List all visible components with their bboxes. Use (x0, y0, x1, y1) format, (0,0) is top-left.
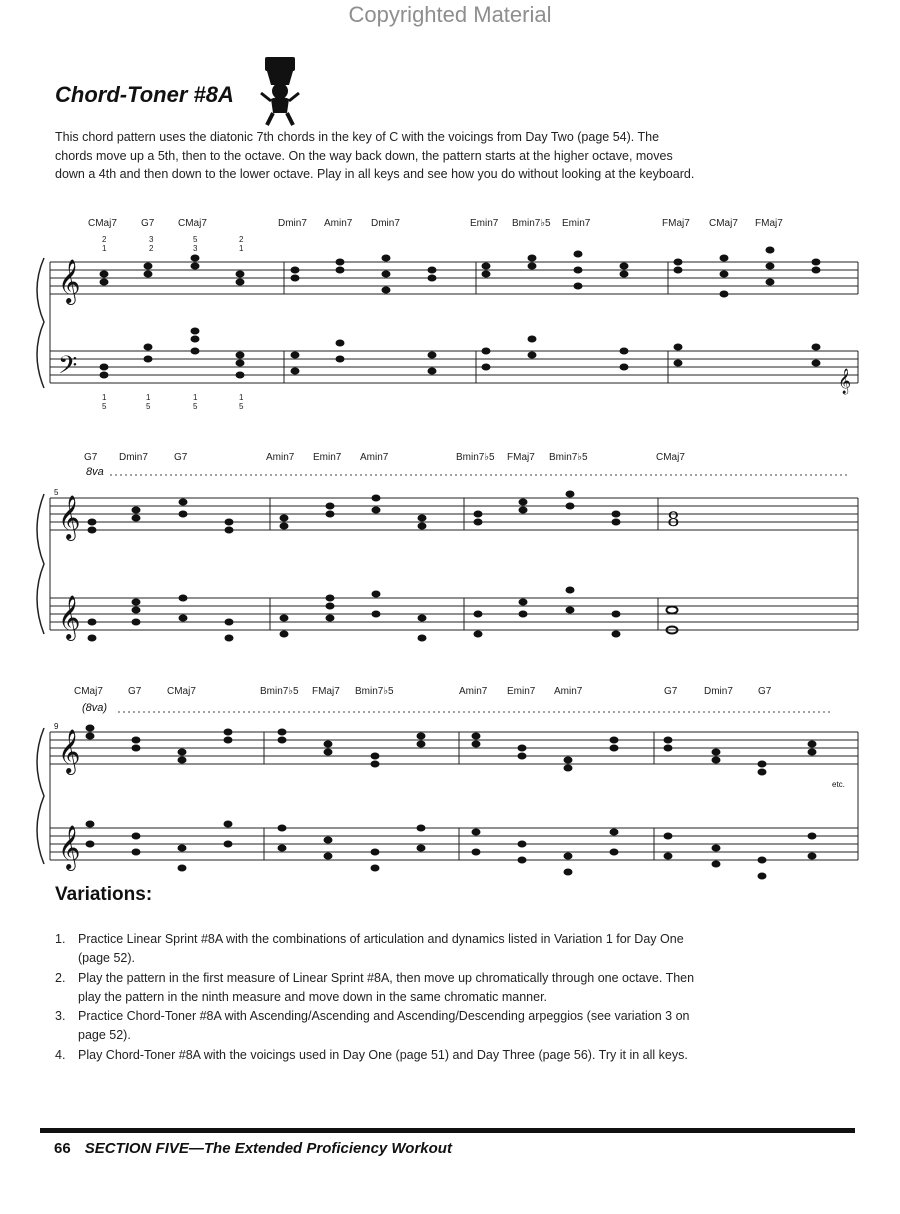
chord-symbol: G7 (664, 686, 678, 697)
fingering-number: 5 (193, 402, 198, 411)
chord-symbol: Dmin7 (704, 686, 733, 697)
chord-symbol: Emin7 (313, 452, 342, 463)
octave-marking: 8va (86, 466, 104, 478)
list-item (55, 1046, 695, 1065)
fingering-number: 5 (193, 235, 198, 244)
chord-symbol: Bmin7♭5 (456, 452, 495, 463)
fingering-number: 1 (102, 393, 107, 402)
measure-number: 9 (54, 722, 59, 731)
list-number: 2. (55, 970, 66, 985)
svg-text:𝄞: 𝄞 (58, 259, 81, 303)
chord-symbol: Dmin7 (119, 452, 148, 463)
chord-symbol: CMaj7 (656, 452, 685, 463)
list-number: 3. (55, 1009, 66, 1024)
chord-symbol: Amin7 (266, 452, 295, 463)
svg-text:𝄞: 𝄞 (58, 495, 81, 539)
variations-list (55, 930, 695, 1065)
chord-symbol: G7 (141, 218, 155, 229)
fingering-number: 1 (239, 244, 244, 253)
page-footer (54, 1140, 452, 1157)
chord-symbol: CMaj7 (178, 218, 207, 229)
chord-symbol: FMaj7 (312, 686, 340, 697)
copyright-watermark: Copyrighted Material (348, 2, 552, 27)
fingering-number: 3 (193, 244, 198, 253)
chord-symbol: Bmin7♭5 (260, 686, 299, 697)
chord-symbol: CMaj7 (709, 218, 738, 229)
etc-marking: etc. (832, 780, 845, 789)
chord-symbol: FMaj7 (507, 452, 535, 463)
chord-symbol: Emin7 (562, 218, 591, 229)
fingering-number: 5 (146, 402, 151, 411)
list-item (55, 930, 695, 969)
chord-symbol: Amin7 (324, 218, 353, 229)
list-item (55, 1007, 695, 1046)
fingering-number: 3 (149, 235, 154, 244)
fingering-number: 1 (193, 393, 198, 402)
chord-symbol: CMaj7 (88, 218, 117, 229)
chord-symbol: Bmin7♭5 (355, 686, 394, 697)
svg-text:𝄞: 𝄞 (838, 369, 852, 394)
chord-symbol: CMaj7 (167, 686, 196, 697)
chord-symbol: Dmin7 (371, 218, 400, 229)
list-item (55, 969, 695, 1008)
chord-symbol: G7 (128, 686, 142, 697)
chord-symbol: G7 (174, 452, 188, 463)
chord-symbol: Amin7 (459, 686, 488, 697)
chord-symbol: Bmin7♭5 (512, 218, 551, 229)
svg-text:8: 8 (667, 507, 680, 531)
octave-marking: (8va) (82, 702, 108, 714)
list-text: Practice Linear Sprint #8A with the combinations of articulation and dynamics listed in Variation 1 for Day One (page 52). (78, 932, 684, 966)
chord-symbol: G7 (84, 452, 98, 463)
measure-number: 5 (54, 488, 59, 497)
fingering-number: 2 (149, 244, 154, 253)
fingering-number: 1 (102, 244, 107, 253)
svg-text:𝄞: 𝄞 (58, 729, 81, 773)
chord-symbol: FMaj7 (755, 218, 783, 229)
list-text: Play the pattern in the first measure of Linear Sprint #8A, then move up chromatically through one octave. Then play the pattern in the ninth measure and move down in the same chromatic manner. (78, 970, 695, 1004)
chord-symbol: FMaj7 (662, 218, 690, 229)
page-title: Chord-Toner #8A (55, 82, 234, 107)
chord-symbol: Amin7 (554, 686, 583, 697)
fingering-number: 2 (239, 235, 244, 244)
page-number: 66 (54, 1140, 71, 1157)
footer-rule (40, 1128, 855, 1133)
chord-symbol: Amin7 (360, 452, 389, 463)
list-text: Play Chord-Toner #8A with the voicings used in Day One (page 51) and Day Three (page 56). Try it in all keys. (78, 1047, 688, 1062)
chord-symbol: Emin7 (507, 686, 536, 697)
intro-paragraph: This chord pattern uses the diatonic 7th chords in the key of C with the voicings from Day Two (page 54). The chords move up a 5th, then to the octave. On the way back down, the pattern starts at the higher octave, moves down a 4th and then down to the lower octave. Play in all keys and see how you do without looking at the keyboard. (55, 130, 695, 181)
chord-symbol: CMaj7 (74, 686, 103, 697)
fingering-number: 5 (239, 402, 244, 411)
chord-symbol: Bmin7♭5 (549, 452, 588, 463)
variations-heading: Variations: (55, 884, 153, 905)
svg-text:𝄢: 𝄢 (58, 351, 78, 386)
fingering-number: 5 (102, 402, 107, 411)
list-number: 4. (55, 1047, 66, 1062)
list-text: Practice Chord-Toner #8A with Ascending/Ascending and Ascending/Descending arpeggios (see variation 3 on page 52). (78, 1009, 690, 1043)
list-number: 1. (55, 932, 66, 946)
chord-symbol: Dmin7 (278, 218, 307, 229)
section-title: SECTION FIVE—The Extended Proficiency Workout (84, 1140, 452, 1157)
fingering-number: 1 (239, 393, 244, 402)
chord-symbol: G7 (758, 686, 772, 697)
fingering-number: 2 (102, 235, 107, 244)
chord-symbol: Emin7 (470, 218, 499, 229)
svg-text:𝄞: 𝄞 (58, 825, 81, 869)
svg-text:𝄞: 𝄞 (58, 595, 81, 639)
fingering-number: 1 (146, 393, 151, 402)
